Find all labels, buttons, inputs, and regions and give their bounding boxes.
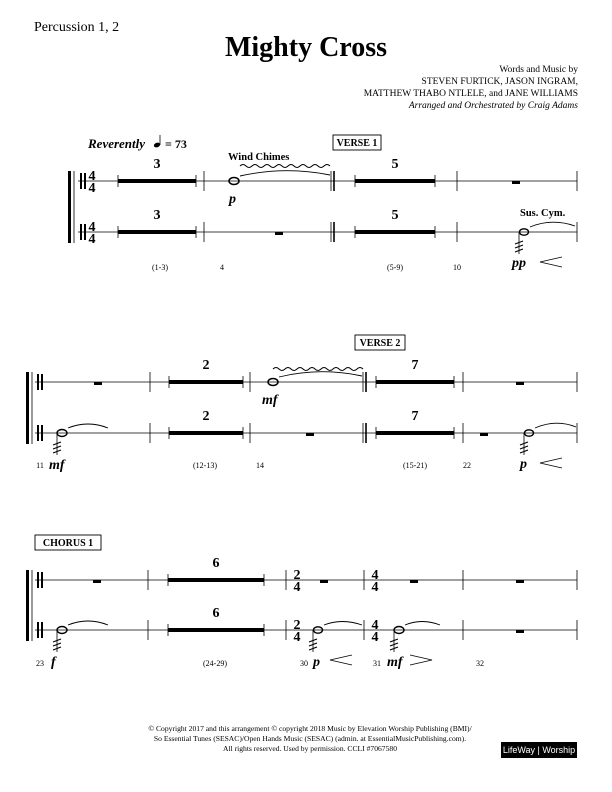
instrument-wind-chimes: Wind Chimes (228, 152, 290, 163)
time-signature-top: 2 (293, 618, 301, 633)
multirest-count: 6 (212, 606, 220, 621)
system-1 (68, 165, 577, 268)
dynamic-pp: pp (512, 256, 526, 271)
dynamic-mf: mf (387, 655, 403, 670)
time-signature-top: 4 (88, 169, 96, 184)
time-signature-top: 4 (371, 618, 379, 633)
measure-number: 32 (476, 659, 484, 668)
time-signature-top: 2 (293, 568, 301, 583)
part-name: Percussion 1, 2 (34, 20, 120, 35)
system-bracket (68, 171, 71, 243)
system-2 (26, 368, 577, 469)
copyright-line-1: © Copyright 2017 and this arrangement © copyright 2018 Music by Elevation Worship Publishing (BMI)/ (148, 724, 472, 733)
credits-line-2: MATTHEW THABO NTLELE, and JANE WILLIAMS (363, 89, 578, 99)
multirest-count: 5 (391, 157, 399, 172)
tempo-bpm: = 73 (165, 137, 187, 151)
measure-number: 11 (36, 461, 44, 470)
time-signature-bottom: 4 (88, 181, 96, 196)
measure-number: 31 (373, 659, 381, 668)
measure-range: (5-9) (387, 263, 403, 272)
measure-range: (12-13) (193, 461, 217, 470)
credits-arranger: Arranged and Orchestrated by Craig Adams (408, 101, 578, 111)
multirest-count: 2 (202, 358, 210, 373)
multirest-count: 5 (391, 208, 399, 223)
time-signature-bottom: 4 (371, 630, 379, 645)
percussion-clef (80, 224, 82, 240)
rehearsal-chorus-1: CHORUS 1 (42, 538, 94, 549)
time-signature-bottom: 4 (293, 580, 301, 595)
credits-line-1: STEVEN FURTICK, JASON INGRAM, (421, 77, 578, 87)
measure-range: (15-21) (403, 461, 427, 470)
measure-range: (24-29) (203, 659, 227, 668)
copyright-line-2: So Essential Tunes (SESAC)/Open Hands Music (SESAC) (admin. at EssentialMusicPublishing.com). (153, 734, 467, 743)
rehearsal-verse-2: VERSE 2 (359, 338, 401, 349)
measure-number: 14 (256, 461, 264, 470)
tempo-marking: Reverently (88, 136, 146, 151)
measure-number: 30 (300, 659, 308, 668)
dynamic-mf: mf (262, 393, 278, 408)
credits-words-music: Words and Music by (499, 65, 578, 75)
system-bracket (26, 570, 29, 641)
page-title: Mighty Cross (224, 32, 388, 63)
measure-range: (1-3) (152, 263, 168, 272)
time-signature-top: 4 (88, 220, 96, 235)
measure-number: 22 (463, 461, 471, 470)
publisher-logo: LifeWay | Worship (501, 742, 577, 758)
multirest-count: 3 (153, 157, 161, 172)
percussion-clef (80, 173, 82, 189)
copyright-notice (100, 724, 520, 754)
dynamic-mf: mf (49, 458, 65, 473)
rehearsal-verse-1: VERSE 1 (336, 138, 378, 149)
time-signature-top: 4 (371, 568, 379, 583)
system-3 (26, 570, 577, 665)
time-signature-bottom: 4 (371, 580, 379, 595)
instrument-sus-cym: Sus. Cym. (520, 208, 566, 219)
multirest-count: 3 (153, 208, 161, 223)
copyright-line-3: All rights reserved. Used by permission. CCLI #7067580 (222, 744, 397, 753)
multirest-count: 7 (411, 358, 419, 373)
dynamic-p: p (313, 655, 320, 670)
dynamic-p: p (229, 192, 236, 207)
measure-number: 4 (220, 263, 224, 272)
measure-number: 10 (453, 263, 461, 272)
system-bracket (26, 372, 29, 444)
multirest-count: 7 (411, 409, 419, 424)
multirest-count: 6 (212, 556, 220, 571)
time-signature-bottom: 4 (88, 232, 96, 247)
dynamic-p: p (520, 457, 527, 472)
dynamic-f: f (51, 655, 56, 670)
time-signature-bottom: 4 (293, 630, 301, 645)
measure-number: 23 (36, 659, 44, 668)
multirest-count: 2 (202, 409, 210, 424)
